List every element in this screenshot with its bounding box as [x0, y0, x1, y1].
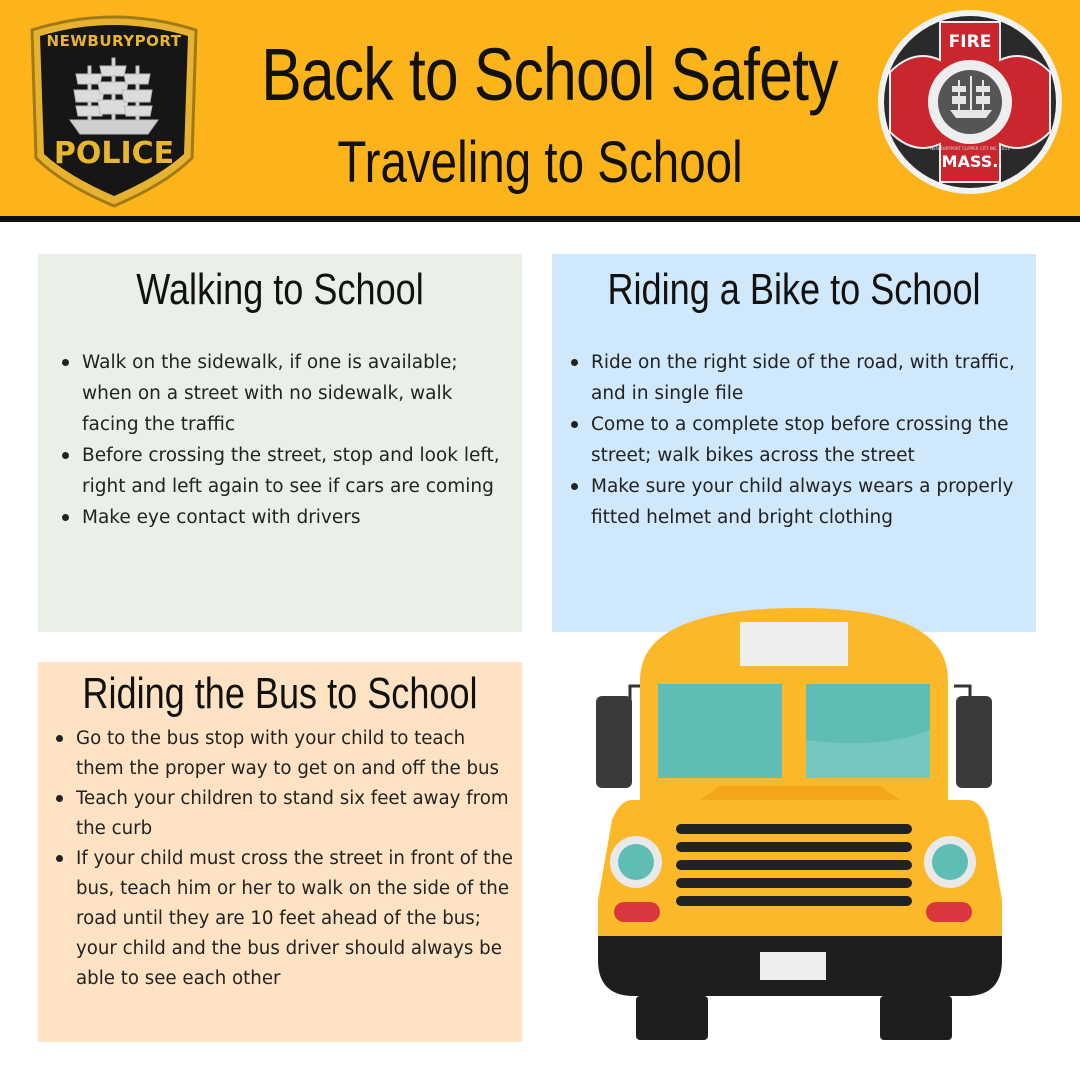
page-subtitle: Traveling to School — [337, 130, 743, 195]
school-bus-icon — [590, 600, 1010, 1050]
biking-heading: Riding a Bike to School — [607, 265, 981, 314]
list-item: Ride on the right side of the road, with traffic, and in single file — [591, 347, 1031, 409]
fire-patch-bottom-text: MASS. — [941, 152, 999, 171]
list-item: If your child must cross the street in front of the bus, teach him or her to walk on the side of the road until they are 10 feet ahead of the bus; your child and the bus driver should always be able to see each other — [76, 844, 516, 994]
bus-section — [38, 662, 522, 1042]
list-item: Come to a complete stop before crossing the street; walk bikes across the street — [591, 409, 1031, 471]
list-item: Teach your children to stand six feet away from the curb — [76, 784, 516, 844]
list-item: Make sure your child always wears a properly fitted helmet and bright clothing — [591, 471, 1031, 533]
bus-tips-list — [52, 724, 516, 994]
fire-patch-ring-text: NEWBURYPORT CLIPPER CITY INC. 1851 — [930, 146, 1010, 151]
list-item: Before crossing the street, stop and look left, right and left again to see if cars are coming — [82, 440, 502, 502]
walking-heading: Walking to School — [136, 265, 424, 314]
list-item: Walk on the sidewalk, if one is available; when on a street with no sidewalk, walk facing the traffic — [82, 347, 502, 440]
fire-department-patch-icon — [876, 8, 1064, 196]
bus-heading: Riding the Bus to School — [82, 669, 478, 718]
biking-tips-list — [567, 347, 1031, 533]
list-item: Make eye contact with drivers — [82, 502, 502, 533]
biking-section — [552, 254, 1036, 632]
police-badge-bottom-text: POLICE — [53, 136, 175, 171]
fire-patch-top-text: FIRE — [948, 32, 992, 52]
page-title: Back to School Safety — [261, 33, 838, 116]
police-badge-icon — [26, 8, 202, 208]
list-item: Go to the bus stop with your child to teach them the proper way to get on and off the bus — [76, 724, 516, 784]
police-badge-top-text: NEWBURYPORT — [46, 32, 182, 50]
header-divider — [0, 216, 1080, 222]
walking-section — [38, 254, 522, 632]
walking-tips-list — [58, 347, 502, 533]
header-banner — [0, 0, 1080, 216]
